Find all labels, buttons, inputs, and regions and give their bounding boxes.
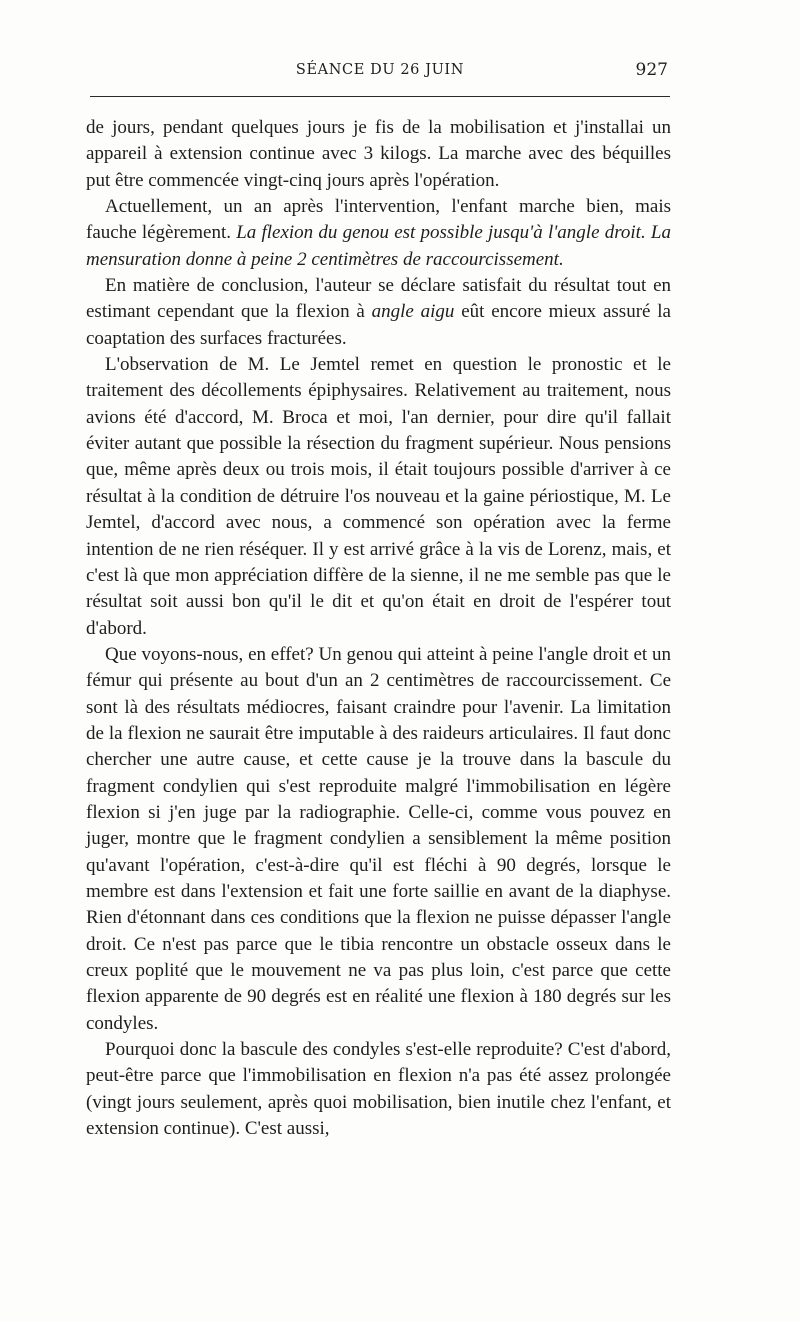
header-rule [90, 96, 670, 97]
text-segment: L'observation de M. Le Jemtel remet en question le pronostic et le traitement des décollements épiphysaires. Relativement au traitement, nous avions été d'accord, M. Broca et moi, l'an dernier, pour dire qu'il fallait éviter autant que possible la résection du fragment supérieur. Nous pensions que, même après deux ou trois mois, il était toujours possible d'arriver à ce résultat à la condition de détruire l'os nouveau et la gaine périostique, M. Le Jemtel, d'accord avec nous, a commencé son opération avec la ferme intention de ne rien réséquer. Il y est arrivé grâce à la vis de Lorenz, mais, et c'est là que mon appréciation diffère de la sienne, il ne me semble pas que le résultat soit aussi bon qu'il le dit et qu'on était en droit de l'espérer tout d'abord. [86, 354, 671, 639]
text-segment: Actuellement, un an après l'intervention, l'enfant marche bien, mais fauche légèrement. [86, 196, 671, 244]
text-segment: de jours, pendant quelques jours je fis de la mobilisation et j'installai un appareil à extension continue avec 3 kilogs. La marche avec des béquilles put être commencée vingt-cinq jours après l'opération. [86, 117, 671, 191]
paragraph-continuation [86, 115, 671, 194]
running-head [92, 60, 668, 86]
text-segment: Pourquoi donc la bascule des condyles s'est-elle reproduite? C'est d'abord, peut-être parce que l'immobilisation en flexion n'a pas été assez prolongée (vingt jours seulement, après quoi mobilisation, bien inutile chez l'enfant, et extension continue). C'est aussi, [86, 1039, 671, 1140]
text-segment: En matière de conclusion, l'auteur se déclare satisfait du résultat tout en estimant cependant que la flexion à [86, 275, 671, 323]
paragraph-observation [86, 352, 671, 642]
paragraph-question [86, 1037, 671, 1142]
paragraph-analysis [86, 642, 671, 1037]
paragraph-outcome [86, 194, 671, 273]
page-number: 927 [635, 60, 668, 80]
text-segment: Que voyons-nous, en effet? Un genou qui atteint à peine l'angle droit et un fémur qui présente au bout d'un an 2 centimètres de raccourcissement. Ce sont là des résultats médiocres, faisant craindre pour l'avenir. La limitation de la flexion ne saurait être imputable à des raideurs articulaires. Il faut donc chercher une autre cause, et cette cause je la trouve dans la bascule du fragment condylien qui s'est reproduite malgré l'immobilisation en légère flexion si j'en juge par la radiographie. Celle-ci, comme vous pouvez en juger, montre que le fragment condylien a sensiblement la même position qu'avant l'opération, c'est-à-dire qu'il est fléchi à 90 degrés, lorsque le membre est dans l'extension et fait une forte saillie en avant de la diaphyse. Rien d'étonnant dans ces conditions que la flexion ne puisse dépasser l'angle droit. Ce n'est pas parce que le tibia rencontre un obstacle osseux dans le creux poplité que le mouvement ne va pas plus loin, c'est parce que cette flexion apparente de 90 degrés est en réalité une flexion à 180 degrés sur les condyles. [86, 643, 671, 1034]
text-segment: eût encore mieux assuré la coaptation des surfaces fracturées. [86, 301, 671, 349]
running-title: SÉANCE DU 26 JUIN [295, 62, 465, 78]
italic-segment: La flexion du genou est possible jusqu'à l'angle droit. La mensuration donne à peine 2 centimètres de raccourcissement. [86, 222, 671, 270]
body-text [86, 115, 671, 1142]
italic-segment: angle aigu [371, 301, 455, 323]
paragraph-conclusion [86, 273, 671, 352]
